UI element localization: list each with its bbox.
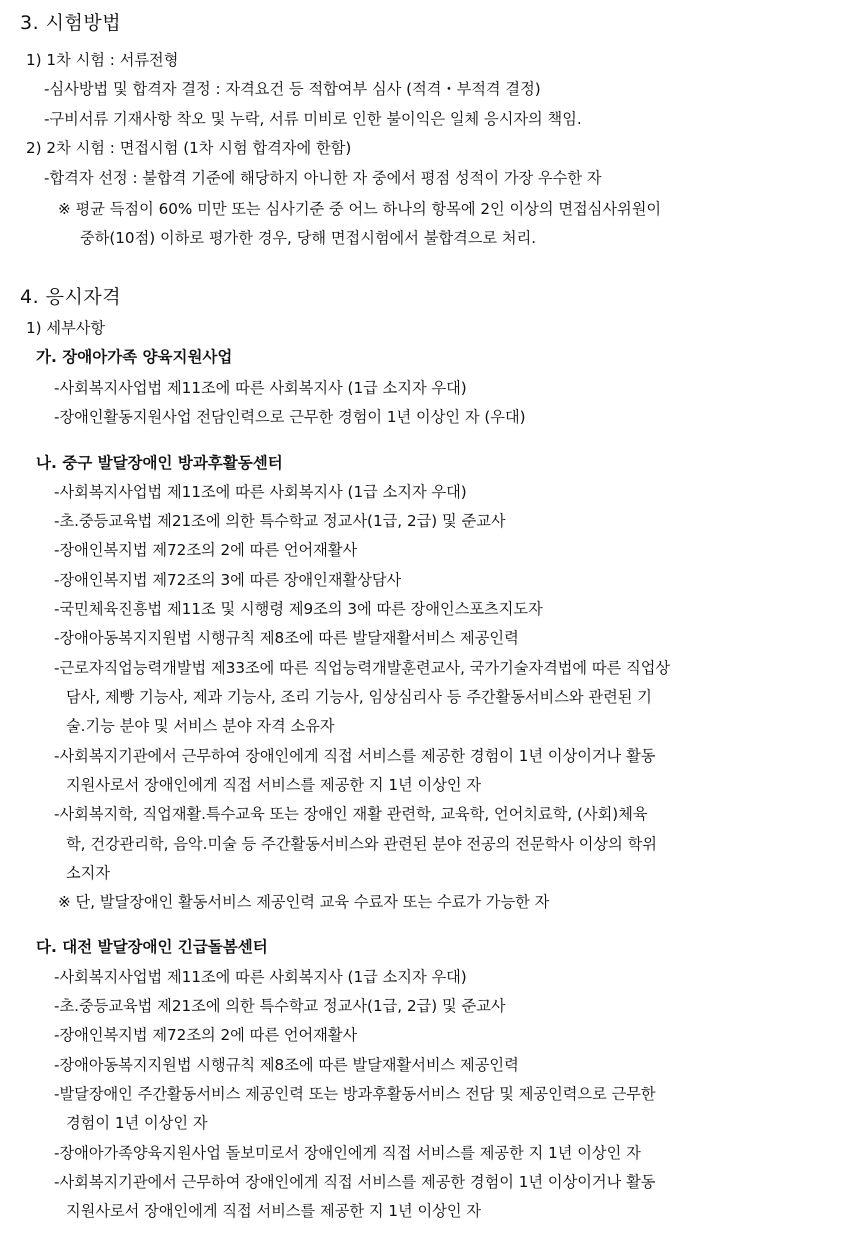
s3-item-1: 1) 1차 시험 : 서류전형: [26, 51, 179, 69]
subsection-da-title: 다. 대전 발달장애인 긴급돌봄센터: [36, 938, 268, 956]
list-item: -장애인복지법 제72조의 2에 따른 언어재활사: [54, 1026, 358, 1044]
list-item-continued: 경험이 1년 이상인 자: [66, 1114, 208, 1132]
list-item: -사회복지사업법 제11조에 따른 사회복지사 (1급 소지자 우대): [54, 379, 467, 397]
s3-item-2: 2) 2차 시험 : 면접시험 (1차 시험 합격자에 한함): [26, 139, 352, 157]
list-item-continued: 담사, 제빵 기능사, 제과 기능사, 조리 기능사, 임상심리사 등 주간활동서비스와 관련된 기: [66, 688, 652, 706]
list-item: -초.중등교육법 제21조에 의한 특수학교 정교사(1급, 2급) 및 준교사: [54, 512, 506, 530]
list-item: -사회복지기관에서 근무하여 장애인에게 직접 서비스를 제공한 경험이 1년 이상이거나 활동: [54, 1173, 656, 1191]
list-item: -초.중등교육법 제21조에 의한 특수학교 정교사(1급, 2급) 및 준교사: [54, 997, 506, 1015]
list-item: -사회복지사업법 제11조에 따른 사회복지사 (1급 소지자 우대): [54, 968, 467, 986]
s3-note-line-1: ※ 평균 득점이 60% 미만 또는 심사기준 중 어느 하나의 항목에 2인 이상의 면접심사위원이: [58, 200, 662, 218]
subsection-ga-title: 가. 장애아가족 양육지원사업: [36, 348, 233, 366]
list-item: -국민체육진흥법 제11조 및 시행령 제9조의 3에 따른 장애인스포츠지도자: [54, 600, 543, 618]
s3-note-line-2: 중하(10점) 이하로 평가한 경우, 당해 면접시험에서 불합격으로 처리.: [80, 229, 537, 247]
list-item-continued: 학, 건강관리학, 음악.미술 등 주간활동서비스와 관련된 분야 전공의 전문학사 이상의 학위: [66, 835, 657, 853]
s4-item-1: 1) 세부사항: [26, 319, 106, 337]
list-item-continued: 소지자: [66, 864, 111, 882]
list-item: -장애아가족양육지원사업 돌보미로서 장애인에게 직접 서비스를 제공한 지 1년 이상인 자: [54, 1144, 641, 1162]
list-item: -사회복지사업법 제11조에 따른 사회복지사 (1급 소지자 우대): [54, 483, 467, 501]
list-item: -발달장애인 주간활동서비스 제공인력 또는 방과후활동서비스 전담 및 제공인력으로 근무한: [54, 1085, 656, 1103]
na-note: ※ 단, 발달장애인 활동서비스 제공인력 교육 수료자 또는 수료가 가능한 자: [58, 893, 550, 911]
list-item: -사회복지기관에서 근무하여 장애인에게 직접 서비스를 제공한 경험이 1년 이상이거나 활동: [54, 747, 656, 765]
list-item-continued: 지원사로서 장애인에게 직접 서비스를 제공한 지 1년 이상인 자: [66, 776, 482, 794]
list-item: -장애인활동지원사업 전담인력으로 근무한 경험이 1년 이상인 자 (우대): [54, 408, 526, 426]
s3-item-1-a: -심사방법 및 합격자 결정 : 자격요건 등 적합여부 심사 (적격・부적격 결정): [44, 80, 541, 98]
s3-item-1-b: -구비서류 기재사항 착오 및 누락, 서류 미비로 인한 불이익은 일체 응시자의 책임.: [44, 110, 582, 128]
section-3-title: 3. 시험방법: [20, 12, 122, 34]
list-item: -근로자직업능력개발법 제33조에 따른 직업능력개발훈련교사, 국가기술자격법에 따른 직업상: [54, 659, 671, 677]
list-item: -장애아동복지지원법 시행규칙 제8조에 따른 발달재활서비스 제공인력: [54, 629, 519, 647]
list-item-continued: 지원사로서 장애인에게 직접 서비스를 제공한 지 1년 이상인 자: [66, 1202, 482, 1220]
subsection-na-title: 나. 중구 발달장애인 방과후활동센터: [36, 454, 283, 472]
list-item: -장애인복지법 제72조의 3에 따른 장애인재활상담사: [54, 571, 402, 589]
s3-item-2-a: -합격자 선정 : 불합격 기준에 해당하지 아니한 자 중에서 평점 성적이 가장 우수한 자: [44, 169, 602, 187]
list-item: -장애인복지법 제72조의 2에 따른 언어재활사: [54, 541, 358, 559]
list-item: -장애아동복지지원법 시행규칙 제8조에 따른 발달재활서비스 제공인력: [54, 1056, 519, 1074]
list-item-continued: 술.기능 분야 및 서비스 분야 자격 소유자: [66, 717, 335, 735]
list-item: -사회복지학, 직업재활.특수교육 또는 장애인 재활 관련학, 교육학, 언어치료학, (사회)체육: [54, 805, 648, 823]
section-4-title: 4. 응시자격: [20, 286, 122, 308]
